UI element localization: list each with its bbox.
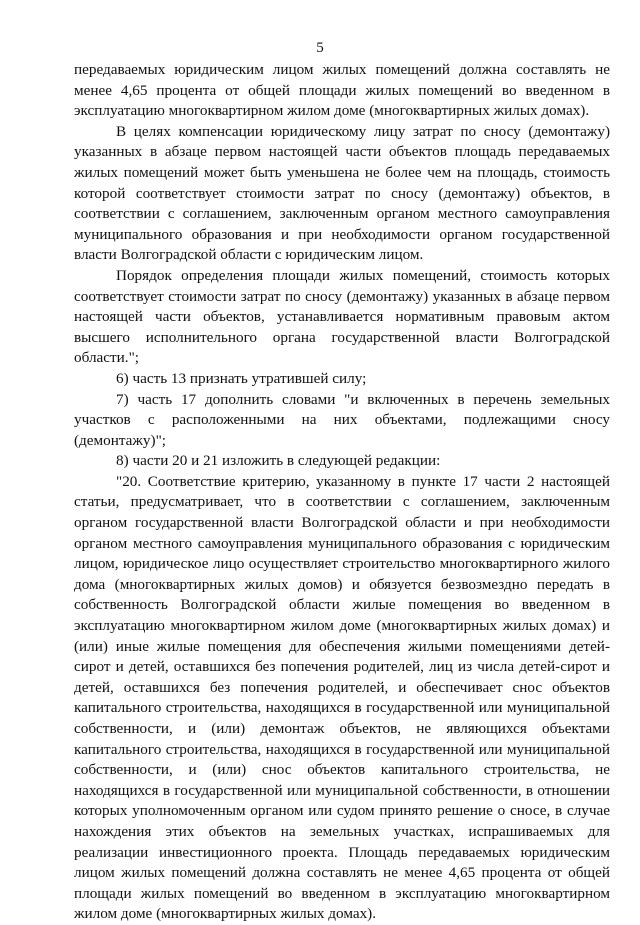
paragraph-part-20: "20. Соответствие критерию, указанному в пункте 17 части 2 настоящей статьи, предусматривает, что в соответствии с соглашением, заключенным органом государственной власти Волгоградской области и при необходимости органом местного самоуправления муниципального образования с юридическим лицом, юридическое лицо осуществляет строительство многоквартирного жилого дома (многоквартирных жилых домов) и обязуется безвозмездно передать в собственность Волгоградской области жилые помещения во введенном в эксплуатацию многоквартирном жилом доме (многоквартирных жилых домах) и (или) иные жилые помещения для обеспечения жилыми помещениями детей-сирот и детей, оставшихся без попечения родителей, лиц из числа детей-сирот и детей, оставшихся без попечения родителей, и обеспечивает снос объектов капитального строительства, находящихся в государственной или муниципальной собственности, и (или) демонтаж объектов, не являющихся объектами капитального строительства, находящихся в государственной или муниципальной собственности, и (или) снос объектов капитального строительства, не находящихся в государственной или муниципальной собственности, в отношении которых уполномоченным органом или судом принято решение о сносе, в случае нахождения этих объектов на земельных участках, испрашиваемых для реализации инвестиционного проекта. Площадь передаваемых юридическим лицом жилых помещений должна составлять не менее 4,65 процента от общей площади жилых помещений во введенном в эксплуатацию многоквартирном жилом доме (многоквартирных жилых домах). [74, 472, 610, 923]
document-body [74, 60, 610, 925]
paragraph-procedure: Порядок определения площади жилых помещений, стоимость которых соответствует стоимости затрат по сносу (демонтажу) указанных в абзаце первом настоящей части объектов, устанавливается нормативным правовым актом высшего исполнительного органа государственной власти Волгоградской области."; [74, 266, 610, 367]
paragraph-item-8: 8) части 20 и 21 изложить в следующей редакции: [116, 452, 441, 470]
paragraph-item-7: 7) часть 17 дополнить словами "и включенных в перечень земельных участков с расположенными на них объектами, подлежащими сносу (демонтажу)"; [74, 390, 610, 449]
page-number: 5 [316, 40, 324, 56]
paragraph-compensation: В целях компенсации юридическому лицу затрат по сносу (демонтажу) указанных в абзаце первом настоящей части объектов площадь передаваемых жилых помещений может быть уменьшена не более чем на площадь, стоимость которой соответствует стоимости затрат по сносу (демонтажу) объектов, в соответствии с соглашением, заключенным органом местного самоуправления муниципального образования и при необходимости органом государственной власти Волгоградской области с юридическим лицом. [74, 122, 610, 264]
paragraph-continuation: передаваемых юридическим лицом жилых помещений должна составлять не менее 4,65 процента от общей площади жилых помещений во введенном в эксплуатацию многоквартирном жилом доме (многоквартирных жилых домах). [74, 61, 610, 120]
paragraph-item-6: 6) часть 13 признать утратившей силу; [116, 369, 367, 387]
